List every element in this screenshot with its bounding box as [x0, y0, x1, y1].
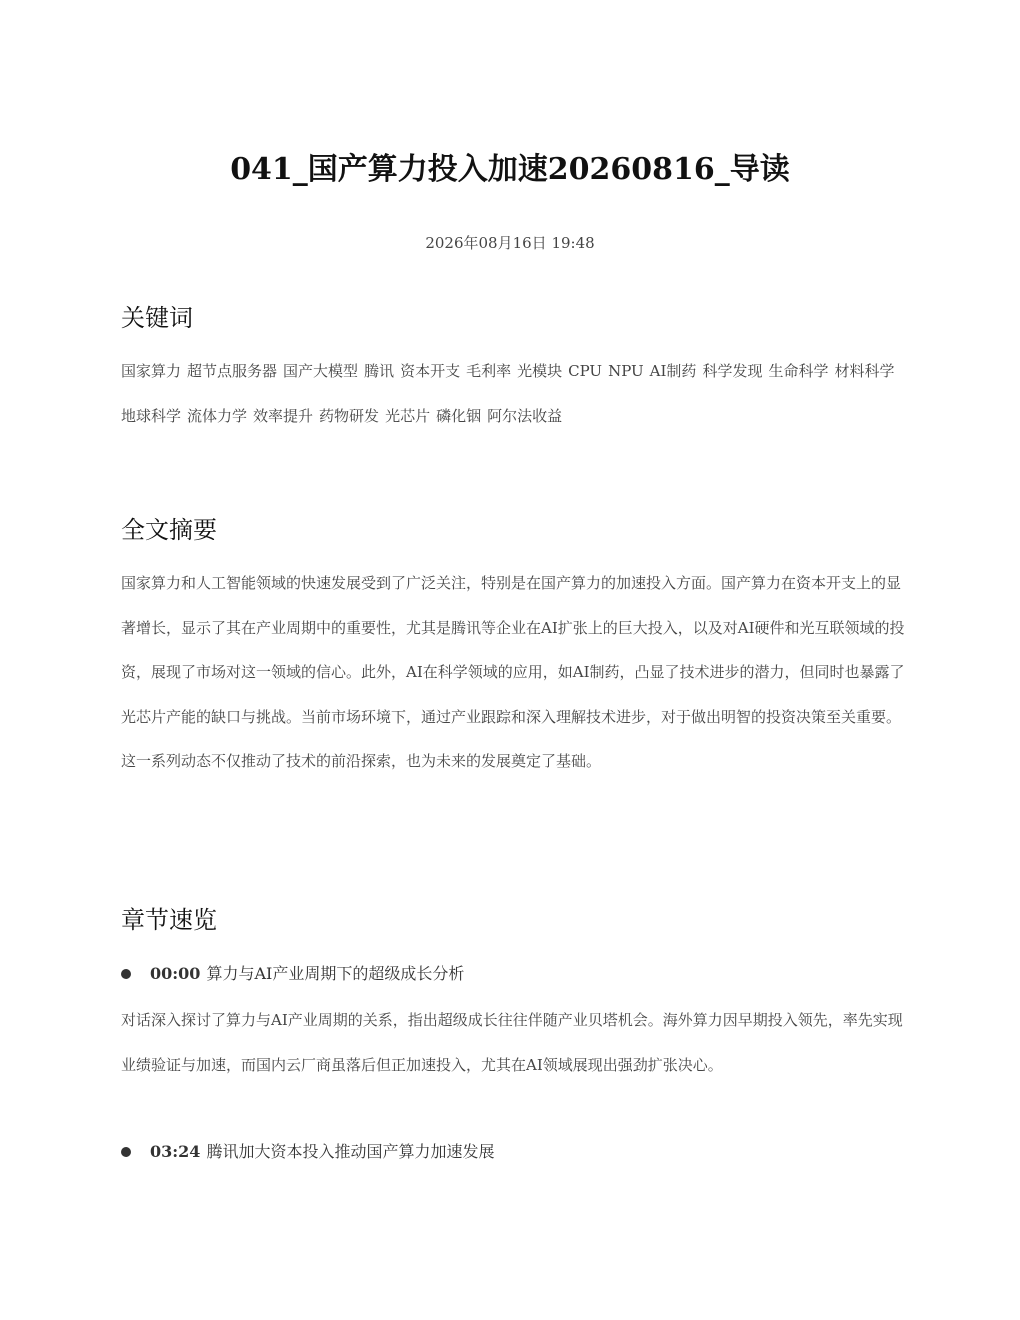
summary-heading: 全文摘要 — [121, 516, 217, 544]
bullet-icon — [121, 1147, 131, 1157]
keyword-item: 地球科学 — [121, 406, 182, 425]
keyword-item: 国产大模型 — [283, 362, 359, 380]
bullet-icon — [121, 969, 131, 979]
keyword-item: AI制药 — [649, 362, 697, 380]
chapter-item-heading — [121, 1140, 911, 1164]
keyword-item: 磷化铟 — [436, 406, 482, 425]
summary-text: 国家算力和人工智能领域的快速发展受到了广泛关注，特别是在国产算力的加速投入方面。国产算力在资本开支上的显著增长，显示了其在产业周期中的重要性，尤其是腾讯等企业在AI扩张上的巨大投入，以及对AI硬件和光互联领域的投资，展现了市场对这一领域的信心。此外，AI在科学领域的应用，如AI制药，凸显了技术进步的潜力，但同时也暴露了光芯片产能的缺口与挑战。当前市场环境下，通过产业跟踪和深入理解技术进步，对于做出明智的投资决策至关重要。这一系列动态不仅推动了技术的前沿探索，也为未来的发展奠定了基础。 — [121, 574, 905, 770]
keyword-item: 光模块 — [517, 362, 563, 380]
keyword-item: 效率提升 — [253, 406, 314, 425]
chapter-title: 算力与AI产业周期下的超级成长分析 — [206, 964, 465, 983]
keyword-item: 毛利率 — [466, 362, 512, 380]
keyword-item: 国家算力 — [121, 362, 182, 380]
document-title: 041_国产算力投入加速20260816_导读 — [230, 152, 790, 187]
chapter-title: 腾讯加大资本投入推动国产算力加速发展 — [206, 1142, 495, 1161]
keyword-item: 超节点服务器 — [187, 362, 278, 380]
keyword-item: 科学发现 — [702, 362, 763, 380]
chapter-time: 00:00 — [150, 964, 201, 983]
chapter-item-heading — [121, 962, 911, 986]
keyword-item: 药物研发 — [319, 406, 380, 425]
keyword-item: 阿尔法收益 — [487, 406, 563, 425]
chapter-text: 对话深入探讨了算力与AI产业周期的关系，指出超级成长往往伴随产业贝塔机会。海外算力因早期投入领先，率先实现业绩验证与加速，而国内云厂商虽落后但正加速投入，尤其在AI领域展现出强劲扩张决心。 — [121, 1011, 903, 1074]
chapter-time: 03:24 — [150, 1142, 201, 1161]
keyword-item: 材料科学 — [834, 362, 895, 380]
keywords-heading: 关键词 — [121, 304, 193, 332]
document-date: 2026年08月16日 19:48 — [425, 234, 595, 252]
keyword-item: 光芯片 — [385, 406, 431, 425]
keyword-item: 流体力学 — [187, 406, 248, 425]
keyword-item: 生命科学 — [768, 362, 829, 380]
chapters-heading: 章节速览 — [121, 906, 217, 934]
keywords-list — [121, 349, 911, 438]
keyword-item: 腾讯 — [364, 362, 395, 380]
keyword-item: 资本开支 — [400, 362, 461, 380]
keyword-item: CPU — [568, 362, 603, 380]
keyword-item: NPU — [608, 362, 644, 380]
